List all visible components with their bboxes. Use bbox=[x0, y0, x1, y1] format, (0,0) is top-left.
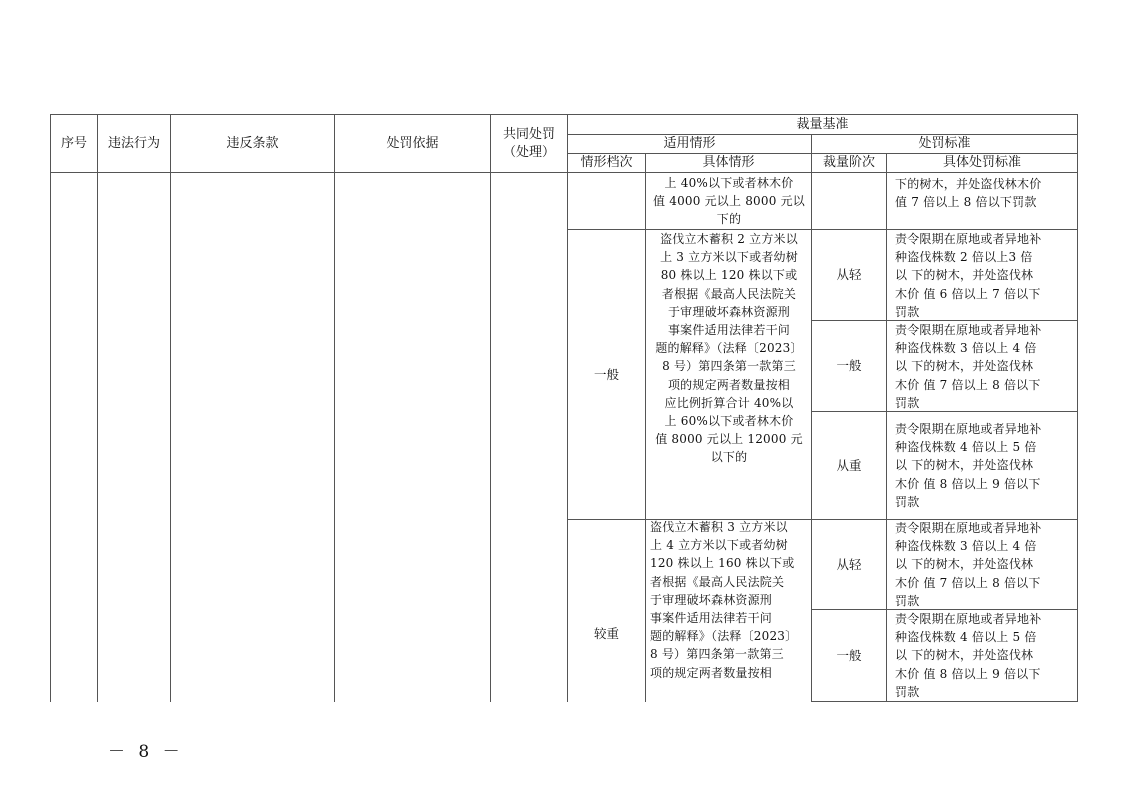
penalty-heavier-normal bbox=[895, 610, 1073, 701]
penalty-general-normal bbox=[895, 321, 1073, 412]
text-line: 者根据《最高人民法院关 bbox=[650, 574, 785, 589]
header-clause: 违反条款 bbox=[226, 135, 279, 151]
text-line: 以 下的树木，并处盗伐林 bbox=[895, 359, 1034, 374]
header-stage: 裁量阶次 bbox=[822, 155, 875, 170]
header-joint: 共同处罚 （处理） bbox=[502, 126, 555, 160]
text-line: 责令限期在原地或者异地补 bbox=[895, 323, 1042, 337]
text-line: 值 7 倍以上 8 倍以下罚款 bbox=[895, 195, 1037, 210]
text-line: 应比例折算合计 40%以 bbox=[664, 395, 794, 410]
text-line: 种盗伐株数 3 倍以上 4 倍 bbox=[895, 341, 1037, 356]
stage-general-normal: 一般 bbox=[836, 358, 862, 373]
text-line: 责令限期在原地或者异地补 bbox=[895, 422, 1042, 436]
text-line: 盗伐立木蓄积 3 立方米以 bbox=[650, 520, 788, 534]
text-line: 木价 值 6 倍以上 7 倍以下 bbox=[895, 286, 1041, 301]
text-line: 以下的 bbox=[710, 450, 748, 465]
header-discretion: 裁量基准 bbox=[796, 116, 849, 132]
text-line: 项的规定两者数量按相 bbox=[650, 665, 773, 680]
text-line: 题的解释》（法释〔2023〕 bbox=[655, 341, 803, 356]
header-seq: 序号 bbox=[60, 135, 87, 151]
header-standard: 处罚标准 bbox=[918, 136, 971, 151]
level-general: 一般 bbox=[593, 366, 619, 382]
header-applicable: 适用情形 bbox=[663, 136, 716, 151]
text-line: 木价 值 8 倍以上 9 倍以下 bbox=[895, 666, 1041, 681]
text-line: 罚款 bbox=[895, 684, 920, 699]
header-penalty: 具体处罚标准 bbox=[942, 155, 1021, 170]
text-line: 罚款 bbox=[895, 304, 920, 319]
text-line: 于审理破坏森林资源刑 bbox=[667, 304, 790, 319]
text-line: 木价 值 7 倍以上 8 倍以下 bbox=[895, 377, 1041, 392]
header-level: 情形档次 bbox=[580, 155, 633, 170]
text-line: 罚款 bbox=[895, 593, 920, 608]
text-line: 值 8000 元以上 12000 元 bbox=[655, 432, 803, 447]
text-line: 上 40%以下或者林木价 bbox=[664, 176, 794, 190]
text-line: 以 下的树木，并处盗伐林 bbox=[895, 557, 1034, 572]
penalty-general-lighter bbox=[895, 230, 1073, 321]
penalty-general-heavier bbox=[895, 420, 1073, 511]
text-line: 上 4 立方米以下或者幼树 bbox=[650, 538, 788, 553]
stage-heavier-normal: 一般 bbox=[836, 647, 862, 663]
text-line: 值 4000 元以上 8000 元以 bbox=[653, 194, 805, 209]
header-behavior: 违法行为 bbox=[107, 135, 160, 151]
stage-heavier-lighter: 从轻 bbox=[836, 556, 862, 572]
text-line: 8 号）第四条第一款第三 bbox=[650, 647, 784, 662]
cont-situation bbox=[650, 174, 808, 229]
text-line: 盗伐立木蓄积 2 立方米以 bbox=[660, 232, 798, 246]
page-number: － 8 － bbox=[108, 742, 184, 762]
header-basis: 处罚依据 bbox=[386, 135, 439, 151]
text-line: 责令限期在原地或者异地补 bbox=[895, 521, 1042, 535]
text-line: 木价 值 7 倍以上 8 倍以下 bbox=[895, 575, 1041, 590]
text-line: 罚款 bbox=[895, 494, 920, 509]
heavier-situation bbox=[650, 518, 808, 682]
stage-general-heavier: 从重 bbox=[836, 457, 862, 473]
text-line: 上 3 立方米以下或者幼树 bbox=[660, 250, 798, 265]
penalty-heavier-lighter bbox=[895, 519, 1073, 610]
text-line: 下的树木，并处盗伐林木价 bbox=[895, 177, 1042, 191]
text-line: 种盗伐株数 2 倍以上3 倍 bbox=[895, 250, 1033, 265]
text-line: 于审理破坏森林资源刑 bbox=[650, 592, 773, 607]
text-line: 责令限期在原地或者异地补 bbox=[895, 232, 1042, 246]
text-line: 木价 值 8 倍以上 9 倍以下 bbox=[895, 476, 1041, 491]
text-line: 80 株以上 120 株以下或 bbox=[660, 268, 798, 283]
level-heavier: 较重 bbox=[593, 626, 619, 641]
text-line: 种盗伐株数 3 倍以上 4 倍 bbox=[895, 539, 1037, 554]
text-line: 上 60%以下或者林木价 bbox=[664, 414, 794, 429]
header-specific: 具体情形 bbox=[702, 155, 755, 170]
text-line: 以 下的树木，并处盗伐林 bbox=[895, 268, 1034, 283]
text-line: 种盗伐株数 4 倍以上 5 倍 bbox=[895, 440, 1037, 455]
text-line: 8 号）第四条第一款第三 bbox=[662, 359, 796, 374]
stage-general-lighter: 从轻 bbox=[836, 267, 862, 282]
text-line: 种盗伐株数 4 倍以上 5 倍 bbox=[895, 630, 1037, 645]
text-line: 罚款 bbox=[895, 395, 920, 410]
text-line: 题的解释》（法释〔2023〕 bbox=[650, 629, 798, 644]
text-line: 责令限期在原地或者异地补 bbox=[895, 612, 1042, 626]
text-line: 事案件适用法律若干问 bbox=[650, 611, 773, 626]
general-situation bbox=[650, 230, 808, 467]
text-line: 以 下的树木，并处盗伐林 bbox=[895, 458, 1034, 473]
text-line: 事案件适用法律若干问 bbox=[667, 323, 790, 338]
text-line: 120 株以上 160 株以下或 bbox=[650, 556, 795, 571]
cont-penalty bbox=[895, 175, 1073, 211]
text-line: 者根据《最高人民法院关 bbox=[661, 286, 797, 301]
text-line: 下的 bbox=[716, 212, 742, 227]
text-line: 项的规定两者数量按相 bbox=[667, 377, 790, 392]
text-line: 以 下的树木，并处盗伐林 bbox=[895, 648, 1034, 663]
